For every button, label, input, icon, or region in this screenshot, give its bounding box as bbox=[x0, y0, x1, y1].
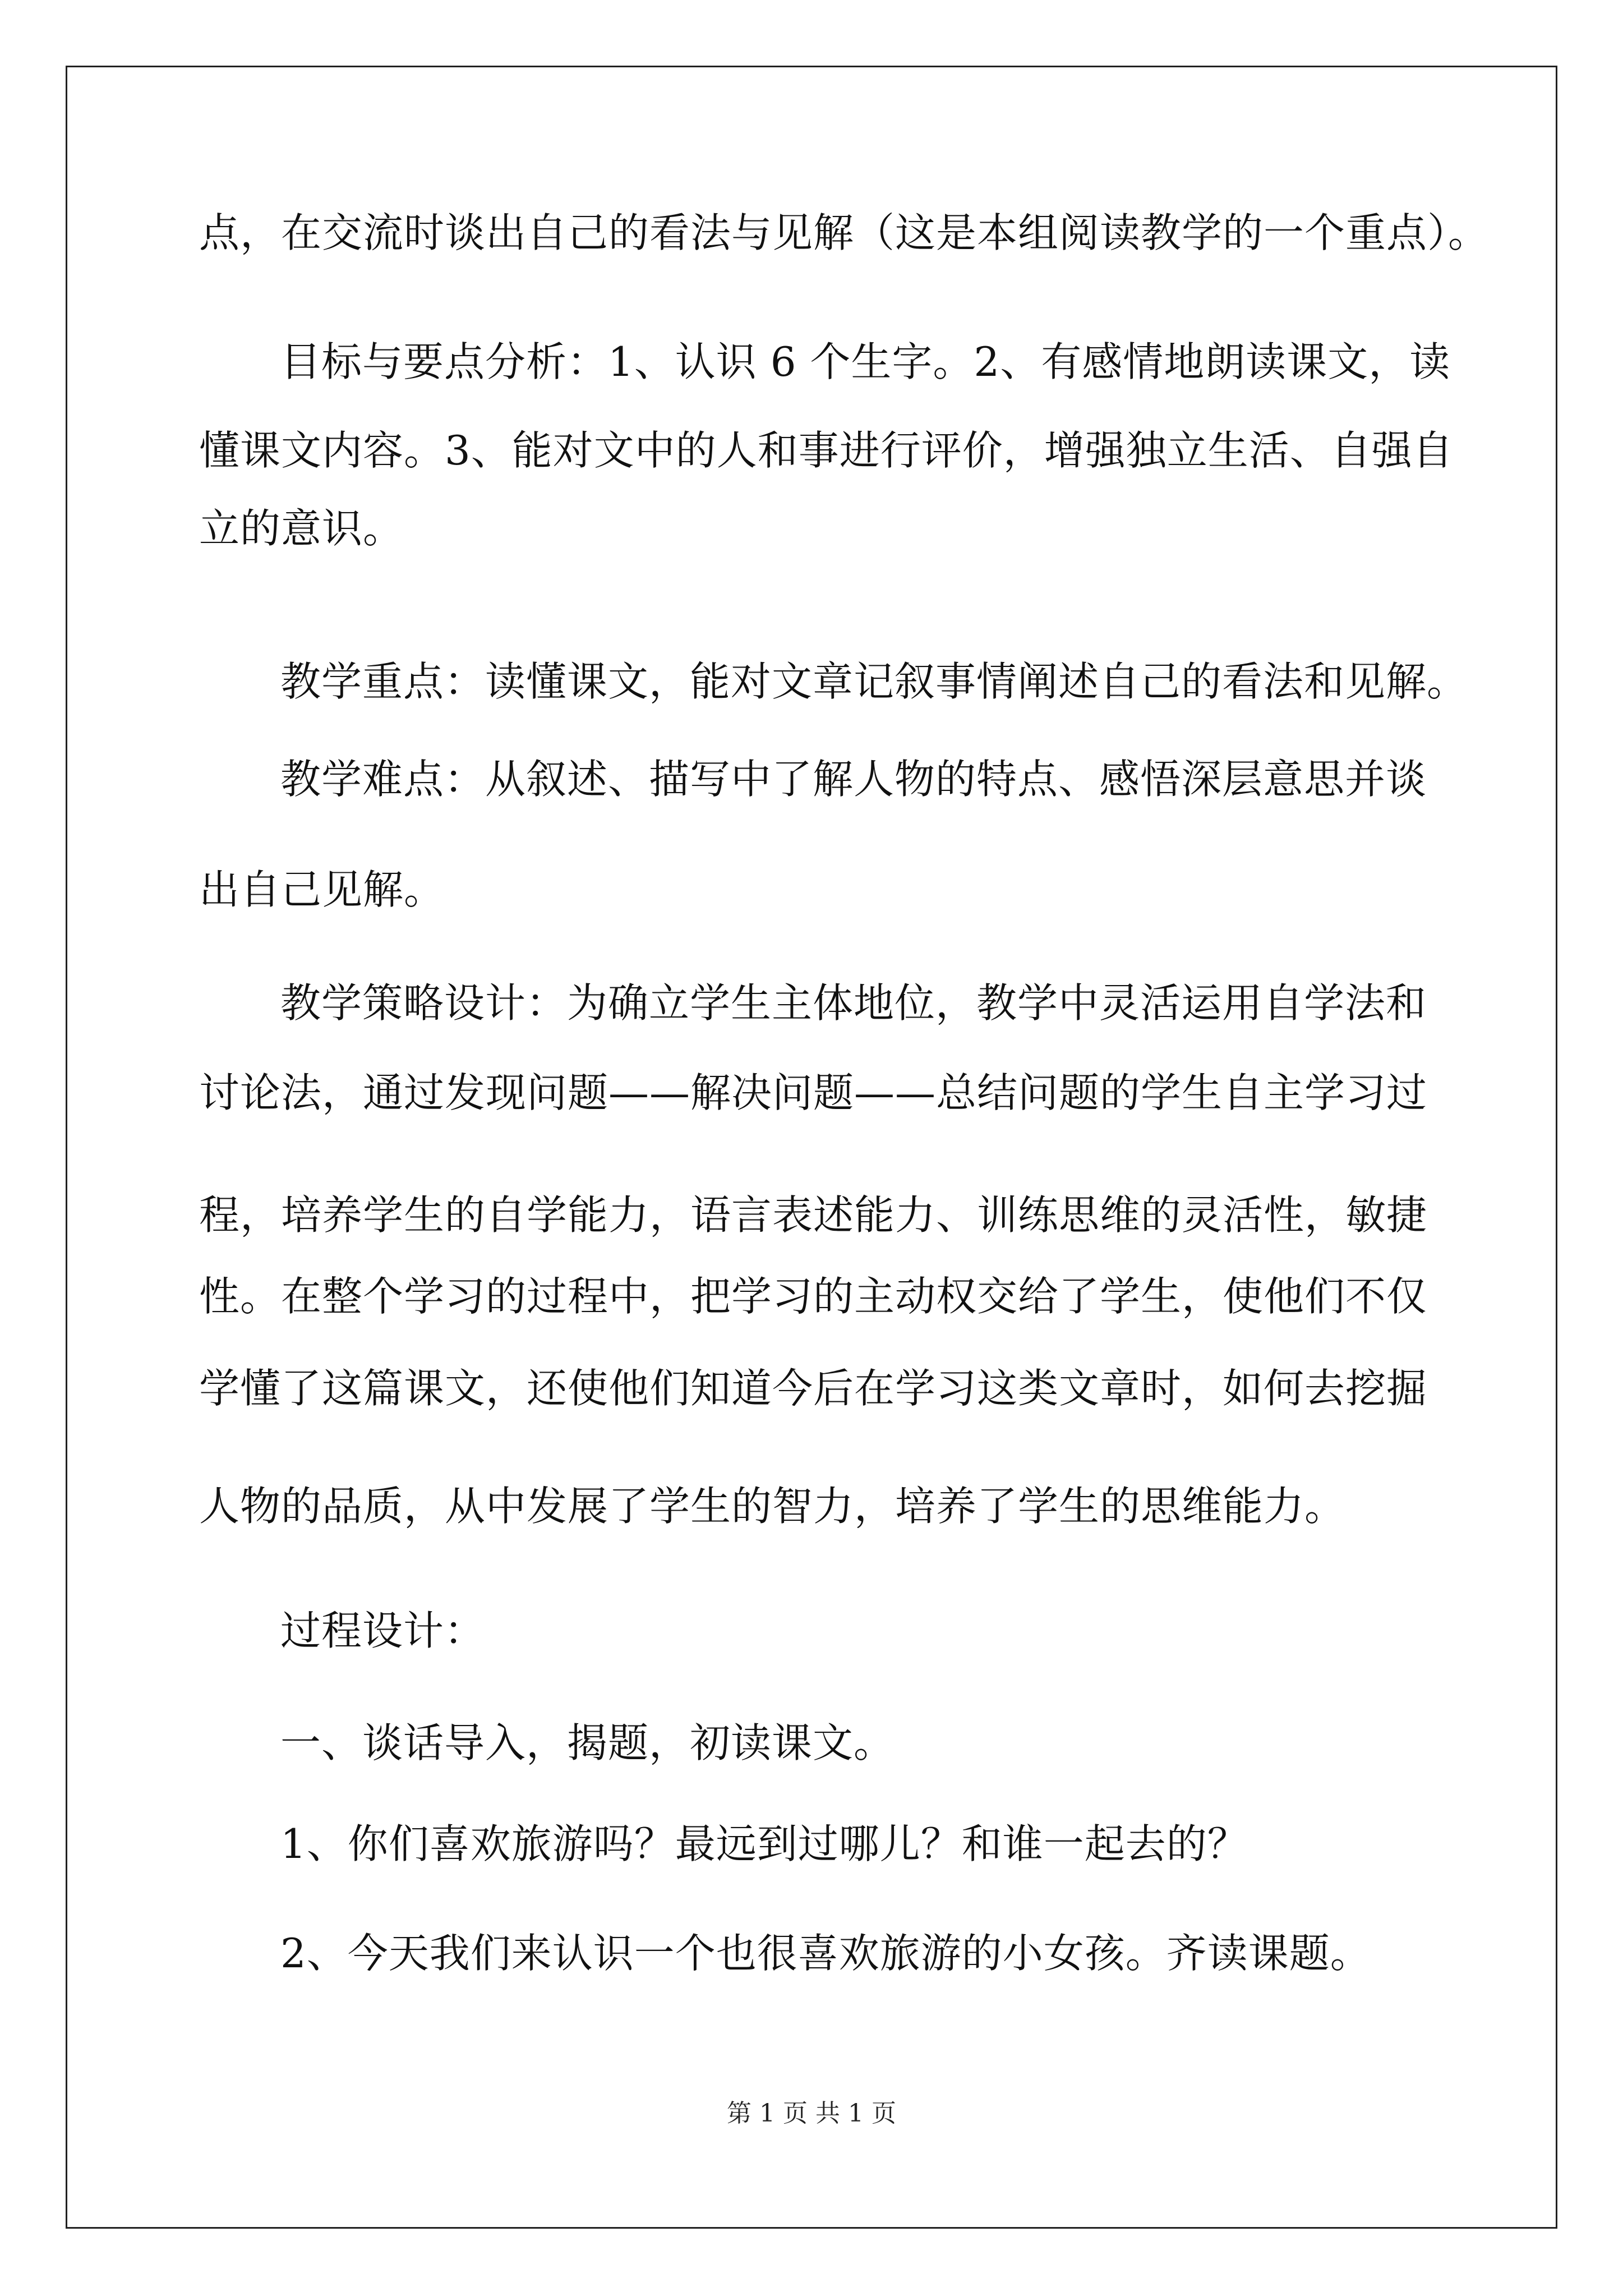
paragraph-line: 点，在交流时谈出自己的看法与见解（这是本组阅读教学的一个重点）。 bbox=[199, 209, 1490, 256]
paragraph-line: 讨论法，通过发现问题——解决问题——总结问题的学生自主学习过 bbox=[199, 1069, 1428, 1116]
paragraph-line: 教学策略设计：为确立学生主体地位，教学中灵活运用自学法和 bbox=[280, 979, 1427, 1027]
paragraph-line: 教学难点：从叙述、描写中了解人物的特点、感悟深层意思并谈 bbox=[280, 756, 1427, 803]
paragraph-line: 性。在整个学习的过程中，把学习的主动权交给了学生，使他们不仅 bbox=[199, 1273, 1428, 1320]
paragraph-line: 出自己见解。 bbox=[199, 866, 445, 913]
paragraph-line: 目标与要点分析：1、认识 6 个生字。2、有感情地朗读课文，读 bbox=[280, 338, 1451, 385]
paragraph-line: 学懂了这篇课文，还使他们知道今后在学习这类文章时，如何去挖掘 bbox=[199, 1365, 1428, 1412]
paragraph-line: 一、谈话导入，揭题，初读课文。 bbox=[280, 1719, 895, 1766]
paragraph-line: 2、今天我们来认识一个也很喜欢旅游的小女孩。齐读课题。 bbox=[280, 1930, 1371, 1977]
paragraph-line: 立的意识。 bbox=[199, 505, 404, 552]
paragraph-line: 人物的品质，从中发展了学生的智力，培养了学生的思维能力。 bbox=[199, 1483, 1346, 1530]
paragraph-line: 程，培养学生的自学能力，语言表述能力、训练思维的灵活性，敏捷 bbox=[199, 1191, 1428, 1239]
paragraph-line: 教学重点：读懂课文，能对文章记叙事情阐述自己的看法和见解。 bbox=[280, 658, 1468, 705]
page-border bbox=[66, 66, 1557, 2229]
page-number: 第 1 页 共 1 页 bbox=[727, 2099, 896, 2128]
paragraph-line: 懂课文内容。3、能对文中的人和事进行评价，增强独立生活、自强自 bbox=[199, 427, 1454, 474]
paragraph-line: 1、你们喜欢旅游吗？最远到过哪儿？和谁一起去的？ bbox=[280, 1820, 1248, 1867]
paragraph-line: 过程设计： bbox=[280, 1607, 486, 1654]
